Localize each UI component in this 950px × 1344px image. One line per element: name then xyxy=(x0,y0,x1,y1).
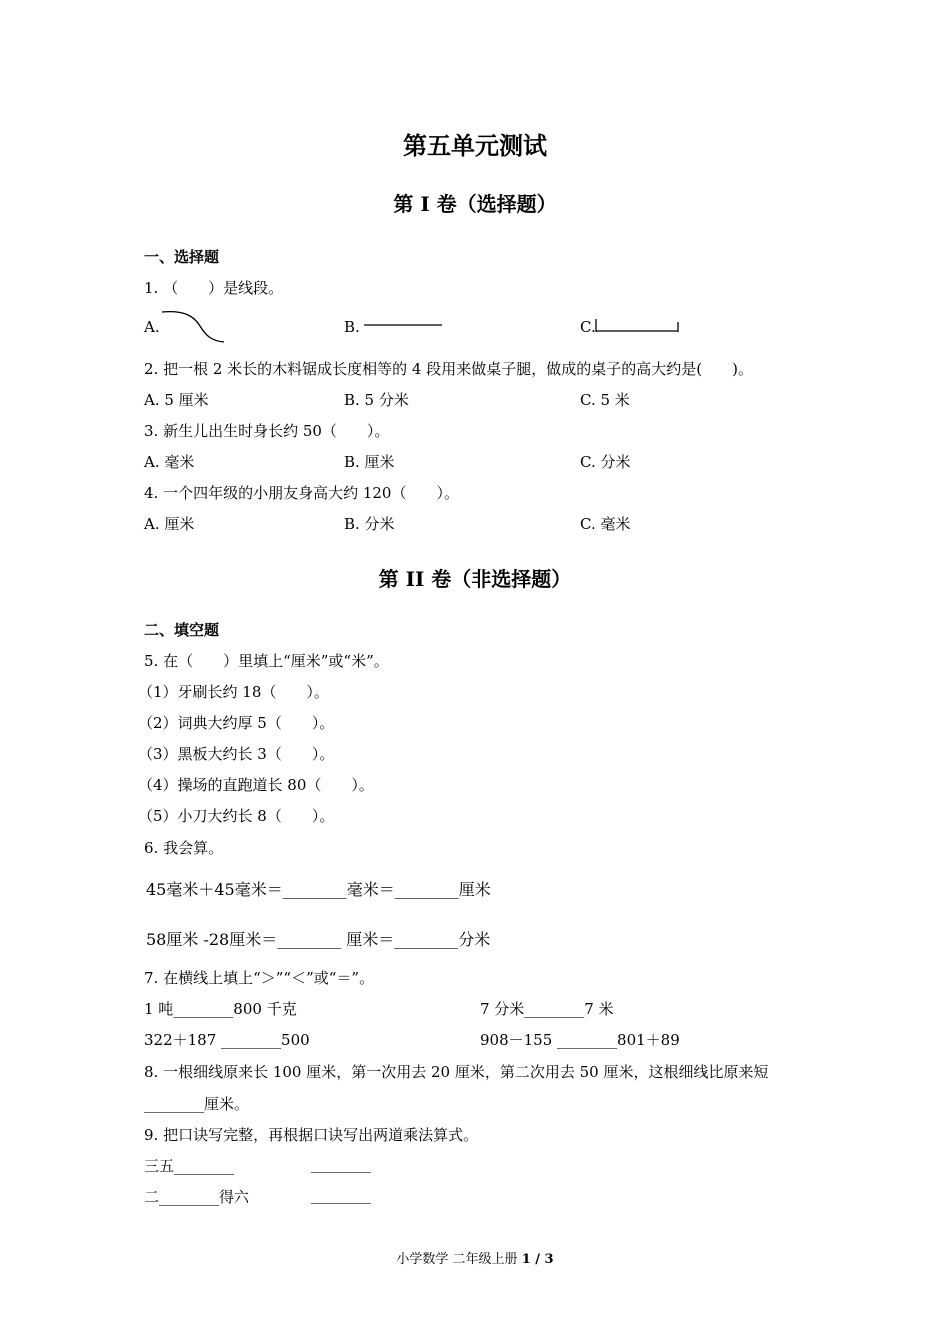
q7-compare-1: 1 吨________800 千克 xyxy=(144,1000,297,1018)
footer-text: 小学数学 二年级上册 xyxy=(396,1252,522,1267)
q9-row1-rhyme: 三五________ xyxy=(144,1157,235,1175)
q5-item-1: （1）牙刷长约 18（ ）。 xyxy=(138,683,329,701)
q7-compare-3: 322＋187 ________500 xyxy=(144,1031,310,1049)
q2-option-a: A. 5 厘米 xyxy=(144,391,209,409)
q7-compare-2: 7 分米________7 米 xyxy=(480,1000,614,1018)
q9-stem: 9. 把口诀写完整，再根据口诀写出两道乘法算式。 xyxy=(144,1126,479,1144)
section2-title: 二、填空题 xyxy=(144,621,220,639)
q7-compare-4: 908－155 ________801＋89 xyxy=(480,1031,680,1049)
q2-option-b: B. 5 分米 xyxy=(344,391,409,409)
q9-row2-rhyme: 二________得六 xyxy=(144,1188,250,1206)
q9-row1-blank: ________ xyxy=(311,1155,371,1173)
q8-line-2: ________厘米。 xyxy=(144,1095,250,1113)
part1-title: 第 I 卷（选择题） xyxy=(393,192,557,216)
q5-item-5: （5）小刀大约长 8（ ）。 xyxy=(138,807,335,825)
q4-stem: 4. 一个四年级的小朋友身高大约 120（ ）。 xyxy=(144,484,459,502)
q6-calc-line-2: 58厘米 -28厘米＝________ 厘米＝________分米 xyxy=(146,930,491,949)
q3-option-a: A. 毫米 xyxy=(144,453,195,471)
page-footer xyxy=(0,1248,950,1267)
q4-option-b: B. 分米 xyxy=(344,515,395,533)
page-number: 1 / 3 xyxy=(521,1252,554,1267)
part2-title: 第 II 卷（非选择题） xyxy=(378,567,572,591)
page-title: 第五单元测试 xyxy=(403,131,547,160)
q6-calc-line-1: 45毫米＋45毫米＝________毫米＝________厘米 xyxy=(146,880,491,899)
straight-line-figure xyxy=(362,318,444,334)
q8-line-1: 8. 一根细线原来长 100 厘米，第一次用去 20 厘米，第二次用去 50 厘米，这根细线比原来短 xyxy=(144,1063,769,1081)
q1-option-c-label: C. xyxy=(580,318,596,336)
q6-stem: 6. 我会算。 xyxy=(144,839,224,857)
q4-option-a: A. 厘米 xyxy=(144,515,195,533)
q4-option-c: C. 毫米 xyxy=(580,515,631,533)
q1-stem: 1. （ ）是线段。 xyxy=(144,279,284,297)
q5-item-2: （2）词典大约厚 5（ ）。 xyxy=(138,714,335,732)
q1-option-a-label: A. xyxy=(144,318,160,336)
q2-stem: 2. 把一根 2 米长的木料锯成长度相等的 4 段用来做桌子腿，做成的桌子的高大约是( )。 xyxy=(144,360,753,378)
q5-item-3: （3）黑板大约长 3（ ）。 xyxy=(138,745,335,763)
q9-row2-blank: ________ xyxy=(311,1186,371,1204)
curve-figure xyxy=(160,308,226,344)
section1-title: 一、选择题 xyxy=(144,248,220,266)
q5-stem: 5. 在（ ）里填上“厘米”或“米”。 xyxy=(144,652,389,670)
q7-stem: 7. 在横线上填上“＞”“＜”或“＝”。 xyxy=(144,969,375,987)
q3-stem: 3. 新生儿出生时身长约 50（ ）。 xyxy=(144,422,390,440)
q2-option-c: C. 5 米 xyxy=(580,391,630,409)
segment-figure xyxy=(592,316,682,336)
q5-item-4: （4）操场的直跑道长 80（ ）。 xyxy=(138,776,374,794)
q1-option-b-label: B. xyxy=(344,318,360,336)
q3-option-b: B. 厘米 xyxy=(344,453,395,471)
q3-option-c: C. 分米 xyxy=(580,453,631,471)
